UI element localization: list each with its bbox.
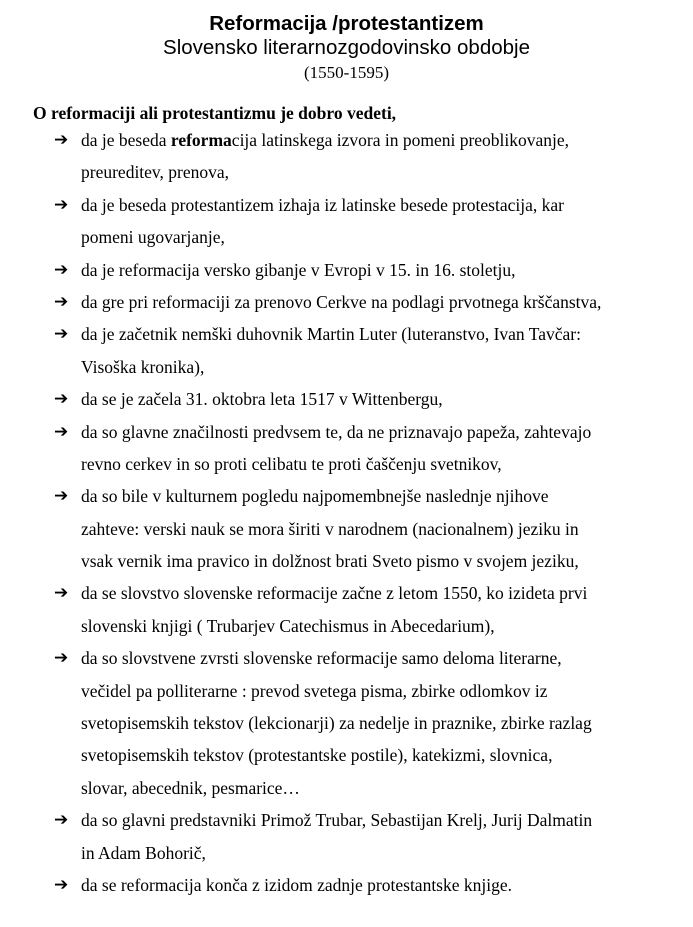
right-arrow-icon: ➔ (54, 648, 69, 669)
list-item (0, 286, 693, 318)
list-item (0, 869, 693, 901)
text-segment: da je beseda (81, 130, 171, 150)
list-item (0, 124, 693, 189)
list-item (0, 318, 693, 383)
list-item-line (0, 675, 693, 707)
right-arrow-icon: ➔ (54, 194, 69, 215)
line-text: da so slovstvene zvrsti slovenske reformacije samo deloma literarne, (81, 648, 562, 669)
right-arrow-icon: ➔ (54, 421, 69, 442)
list-item-line (0, 254, 693, 286)
line-text: da gre pri reformaciji za prenovo Cerkve na podlagi prvotnega krščanstva, (81, 291, 602, 312)
list-item-line (0, 610, 693, 642)
list-item-line (0, 351, 693, 383)
list-item-line (0, 772, 693, 804)
list-item-line (0, 318, 693, 350)
list-item-line (0, 416, 693, 448)
line-text: vsak vernik ima pravico in dolžnost brati Sveto pismo v svojem jeziku, (81, 551, 579, 572)
list-item-line (0, 739, 693, 771)
bullet-list (0, 124, 693, 901)
right-arrow-icon: ➔ (54, 259, 69, 280)
list-item-line (0, 545, 693, 577)
list-item-line (0, 448, 693, 480)
list-item (0, 416, 693, 481)
section-heading: O reformaciji ali protestantizmu je dobro vedeti, (33, 103, 397, 123)
line-text: slovenski knjigi ( Trubarjev Catechismus in Abecedarium), (81, 615, 495, 636)
list-item-line (0, 837, 693, 869)
line-text: da so glavni predstavniki Primož Trubar, Sebastijan Krelj, Jurij Dalmatin (81, 810, 593, 831)
list-item (0, 642, 693, 804)
right-arrow-icon: ➔ (54, 291, 69, 312)
line-text: revno cerkev in so proti celibatu te proti čaščenju svetnikov, (81, 453, 502, 474)
list-item (0, 480, 693, 577)
line-text: da je reformacija versko gibanje v Evropi v 15. in 16. stoletju, (81, 259, 516, 280)
right-arrow-icon: ➔ (54, 810, 69, 831)
list-item-line (0, 221, 693, 253)
line-text: svetopisemskih tekstov (protestantske postile), katekizmi, slovnica, (81, 745, 553, 766)
line-text: da se je začela 31. oktobra leta 1517 v Wittenbergu, (81, 389, 443, 410)
line-text: da je beseda protestantizem izhaja iz latinske besede protestacija, kar (81, 194, 564, 215)
list-item-line (0, 577, 693, 609)
document-title: Reformacija /protestantizem (209, 12, 484, 35)
line-text: Visoška kronika), (81, 356, 205, 377)
line-text: in Adam Bohorič, (81, 842, 206, 863)
list-item-line (0, 707, 693, 739)
line-text: slovar, abecednik, pesmarice… (81, 777, 300, 798)
list-item-line (0, 383, 693, 415)
line-text: da so glavne značilnosti predvsem te, da ne priznavajo papeža, zahtevajo (81, 421, 592, 442)
list-item (0, 804, 693, 869)
line-text: da se slovstvo slovenske reformacije začne z letom 1550, ko izideta prvi (81, 583, 588, 604)
line-text: večidel pa polliterarne : prevod svetega pisma, zbirke odlomkov iz (81, 680, 548, 701)
line-text: preureditev, prenova, (81, 162, 230, 183)
list-item-line (0, 642, 693, 674)
list-item-line (0, 480, 693, 512)
line-text: da se reformacija konča z izidom zadnje protestantske knjige. (81, 874, 513, 895)
list-item (0, 189, 693, 254)
right-arrow-icon: ➔ (54, 389, 69, 410)
list-item (0, 577, 693, 642)
right-arrow-icon: ➔ (54, 486, 69, 507)
document-subtitle: Slovensko literarnozgodovinsko obdobje (163, 36, 530, 59)
bold-text: reforma (170, 130, 232, 150)
text-segment: cija latinskega izvora in pomeni preoblikovanje, (231, 130, 570, 150)
list-item (0, 254, 693, 286)
list-item-line (0, 156, 693, 188)
line-text: zahteve: verski nauk se mora širiti v narodnem (nacionalnem) jeziku in (81, 518, 579, 539)
list-item (0, 383, 693, 415)
right-arrow-icon: ➔ (54, 324, 69, 345)
list-item-line (0, 189, 693, 221)
right-arrow-icon: ➔ (54, 583, 69, 604)
line-text: svetopisemskih tekstov (lekcionarji) za nedelje in praznike, zbirke razlag (81, 713, 592, 734)
line-text: pomeni ugovarjanje, (81, 227, 225, 248)
right-arrow-icon: ➔ (54, 130, 69, 150)
list-item-line (0, 286, 693, 318)
right-arrow-icon: ➔ (54, 874, 69, 895)
period: (1550-1595) (304, 63, 389, 82)
list-item-line (0, 124, 693, 156)
list-item-line (0, 804, 693, 836)
list-item-line (0, 513, 693, 545)
line-text: da so bile v kulturnem pogledu najpomembnejše naslednje njihove (81, 486, 549, 507)
line-text: da je začetnik nemški duhovnik Martin Luter (luteranstvo, Ivan Tavčar: (81, 324, 581, 345)
list-item-line (0, 869, 693, 901)
